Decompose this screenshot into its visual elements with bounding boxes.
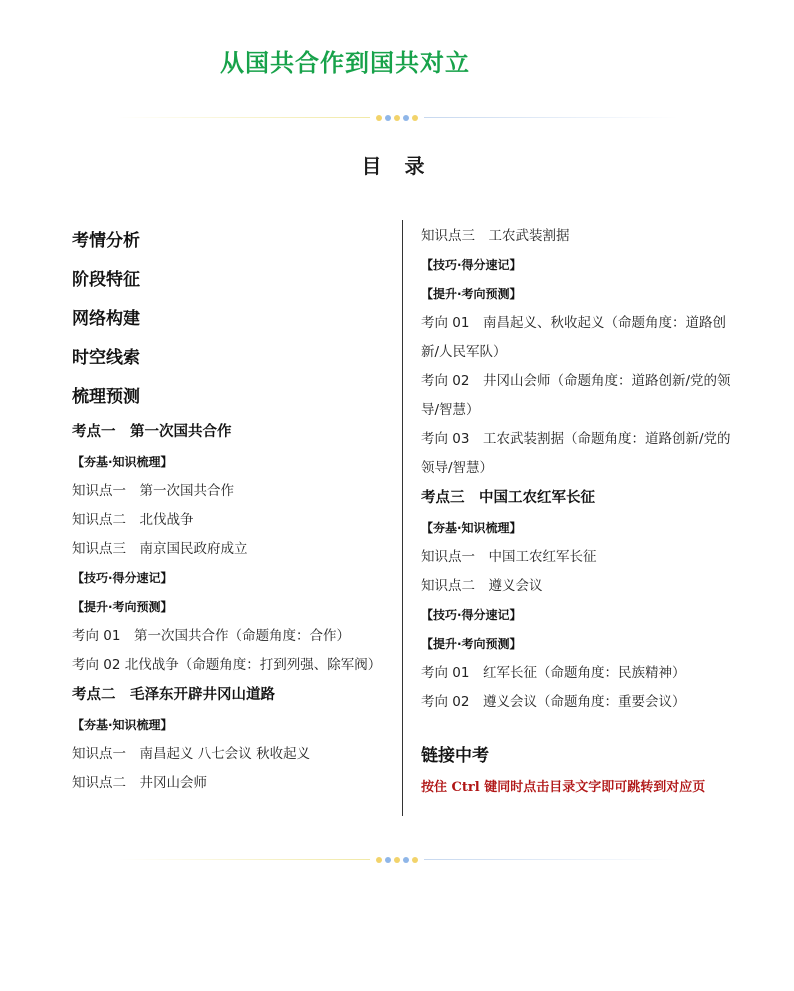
toc-title: 目 录	[361, 154, 433, 178]
toc-kaodian-heading[interactable]: 考点二 毛泽东开辟井冈山道路	[72, 687, 275, 703]
toc-entry[interactable]: 考向 02 井冈山会师（命题角度：道路创新/党的领导/智慧）	[421, 373, 731, 418]
toc-entry[interactable]: 考向 01 第一次国共合作（命题角度：合作）	[72, 628, 350, 644]
toc-tag-label[interactable]: 【提升·考向预测】	[421, 287, 522, 301]
divider-dots-icon	[374, 856, 420, 864]
column-divider	[402, 220, 403, 816]
toc-entry[interactable]: 考向 02 北伐战争（命题角度：打到列强、除军阀）	[72, 657, 382, 673]
toc-entry[interactable]: 知识点三 工农武装割据	[421, 228, 570, 244]
toc-entry[interactable]: 知识点二 遵义会议	[421, 578, 543, 594]
toc-tag-label[interactable]: 【夯基·知识梳理】	[72, 455, 173, 469]
toc-section-heading[interactable]: 链接中考	[421, 746, 489, 766]
toc-left-column	[72, 222, 397, 798]
toc-tag-label[interactable]: 【提升·考向预测】	[421, 637, 522, 651]
toc-tag-label[interactable]: 【夯基·知识梳理】	[72, 718, 173, 732]
toc-tag-label[interactable]: 【夯基·知识梳理】	[421, 521, 522, 535]
toc-entry[interactable]: 知识点一 第一次国共合作	[72, 483, 234, 499]
toc-tag-label[interactable]: 【技巧·得分速记】	[421, 608, 522, 622]
bottom-divider	[116, 856, 678, 864]
toc-section-heading[interactable]: 考情分析	[72, 231, 140, 251]
page-title: 从国共合作到国共对立	[220, 49, 470, 77]
toc-right-column	[421, 222, 731, 800]
toc-entry[interactable]: 知识点三 南京国民政府成立	[72, 541, 248, 557]
toc-section-heading[interactable]: 梳理预测	[72, 387, 140, 407]
toc-tag-label[interactable]: 【提升·考向预测】	[72, 600, 173, 614]
toc-kaodian-heading[interactable]: 考点三 中国工农红军长征	[421, 490, 595, 506]
toc-tag-label[interactable]: 【技巧·得分速记】	[421, 258, 522, 272]
toc-entry[interactable]: 考向 03 工农武装割据（命题角度：道路创新/党的领导/智慧）	[421, 431, 731, 476]
toc-entry[interactable]: 知识点二 井冈山会师	[72, 775, 207, 791]
divider-dots-icon	[374, 114, 420, 122]
toc-hint-note: 按住 Ctrl 键同时点击目录文字即可跳转到对应页	[421, 780, 706, 795]
toc-entry[interactable]: 考向 01 南昌起义、秋收起义（命题角度：道路创新/人民军队）	[421, 315, 726, 360]
toc-tag-label[interactable]: 【技巧·得分速记】	[72, 571, 173, 585]
toc-entry[interactable]: 知识点二 北伐战争	[72, 512, 194, 528]
toc-entry[interactable]: 知识点一 南昌起义 八七会议 秋收起义	[72, 746, 311, 762]
toc-section-heading[interactable]: 网络构建	[72, 309, 140, 329]
toc-section-heading[interactable]: 时空线索	[72, 348, 140, 368]
toc-entry[interactable]: 考向 01 红军长征（命题角度：民族精神）	[421, 665, 686, 681]
toc-spacer	[421, 717, 731, 737]
top-divider	[116, 114, 678, 122]
toc-section-heading[interactable]: 阶段特征	[72, 270, 140, 290]
toc-entry[interactable]: 知识点一 中国工农红军长征	[421, 549, 597, 565]
toc-kaodian-heading[interactable]: 考点一 第一次国共合作	[72, 424, 232, 440]
toc-entry[interactable]: 考向 02 遵义会议（命题角度：重要会议）	[421, 694, 686, 710]
